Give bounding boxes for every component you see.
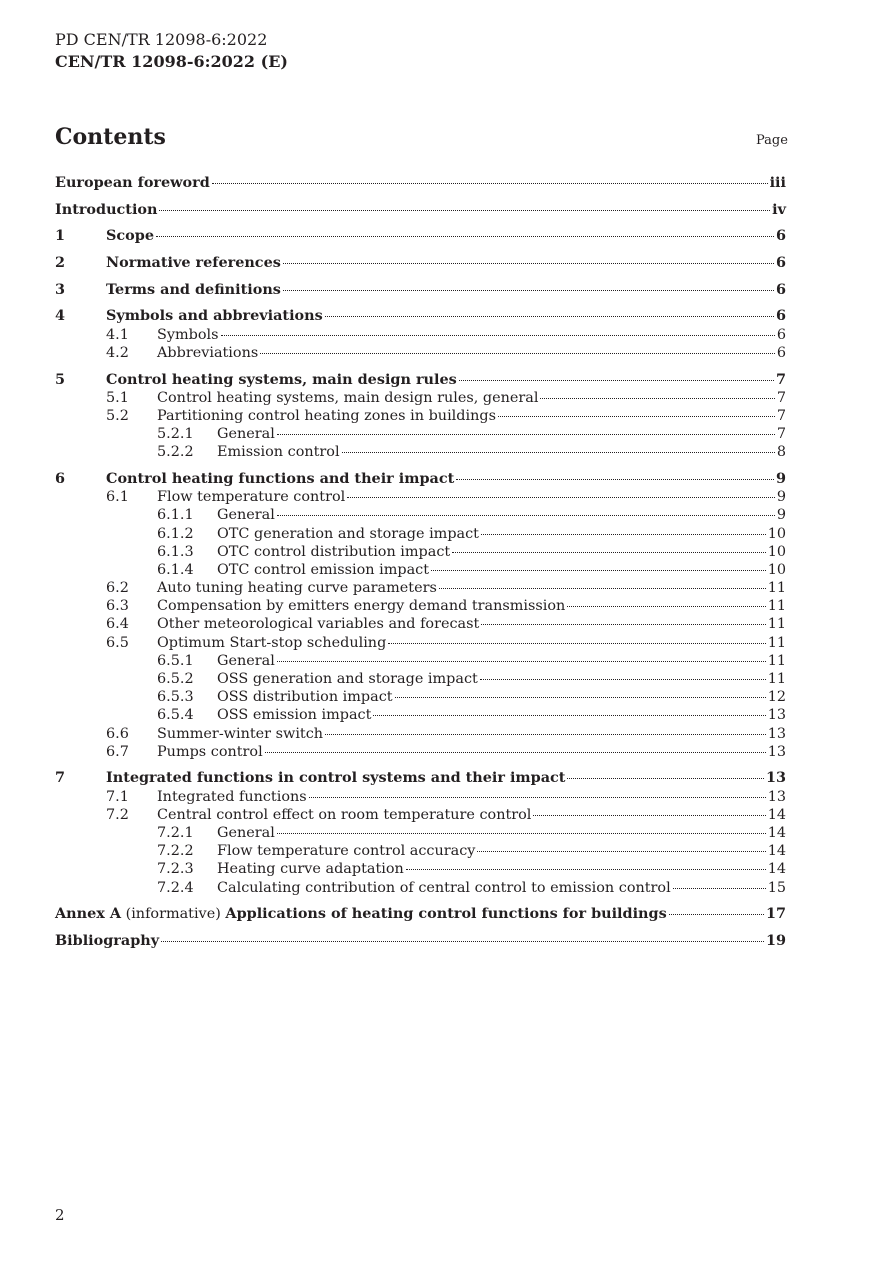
toc-entry-page: 13	[767, 707, 786, 724]
toc-entry-page: 17	[765, 905, 786, 923]
toc-entry-page: 11	[767, 634, 786, 651]
toc-entry-number: 6.1.2	[157, 525, 194, 542]
leader-dots	[260, 353, 775, 354]
toc-entry-page: 6	[775, 307, 786, 325]
toc-entry-number: 6.4	[106, 616, 129, 633]
toc-entry-page: 8	[776, 444, 786, 461]
document-id-english: CEN/TR 12098-6:2022 (E)	[55, 52, 288, 71]
toc-entry-page: 15	[767, 879, 786, 896]
toc-entry-7-2-4[interactable]	[55, 879, 786, 897]
toc-entry-bibliography[interactable]	[55, 932, 786, 950]
leader-dots	[212, 183, 768, 184]
leader-dots	[480, 679, 766, 680]
toc-entry-7-1[interactable]	[55, 788, 786, 806]
leader-dots	[673, 888, 766, 889]
toc-entry-6-2[interactable]	[55, 579, 786, 597]
toc-entry-6-1-2[interactable]	[55, 525, 786, 543]
leader-dots	[221, 335, 775, 336]
toc-entry-title: Summer-winter switch	[157, 725, 324, 742]
toc-entry-page: 13	[765, 769, 786, 787]
leader-dots	[498, 416, 775, 417]
toc-entry-6-5-3[interactable]	[55, 688, 786, 706]
page-number: 2	[55, 1206, 65, 1224]
toc-entry-introduction[interactable]	[55, 201, 786, 219]
toc-entry-title	[55, 905, 667, 923]
leader-dots	[456, 479, 774, 480]
toc-entry-title: OSS distribution impact	[217, 689, 393, 706]
leader-dots	[342, 452, 775, 453]
toc-entry-6-5[interactable]	[55, 634, 786, 652]
toc-entry-page: 11	[767, 616, 786, 633]
toc-entry-page: 9	[776, 507, 786, 524]
toc-entry-title: Control heating functions and their impact	[106, 469, 455, 487]
leader-dots	[325, 316, 774, 317]
toc-entry-1[interactable]	[55, 227, 786, 245]
toc-entry-title: Flow temperature control accuracy	[217, 843, 476, 860]
toc-entry-number: 7	[55, 769, 66, 787]
toc-entry-7-2-2[interactable]	[55, 842, 786, 860]
toc-entry-6-1-1[interactable]	[55, 506, 786, 524]
table-of-contents	[55, 174, 786, 950]
toc-entry-page: 9	[776, 489, 786, 506]
toc-entry-3[interactable]	[55, 281, 786, 299]
toc-entry-number: 5.2	[106, 407, 129, 424]
toc-entry-5-2[interactable]	[55, 407, 786, 425]
toc-entry-number: 7.2	[106, 806, 129, 823]
toc-entry-number: 6.5.3	[157, 689, 194, 706]
toc-entry-page: 7	[776, 407, 786, 424]
leader-dots	[277, 661, 766, 662]
leader-dots	[277, 515, 775, 516]
toc-entry-title: OTC control emission impact	[217, 561, 430, 578]
toc-entry-page: 11	[767, 671, 786, 687]
toc-entry-page: 13	[767, 788, 786, 805]
leader-dots	[283, 290, 774, 291]
leader-dots	[459, 380, 774, 381]
toc-entry-title: Optimum Start-stop scheduling	[157, 634, 387, 651]
leader-dots	[481, 534, 766, 535]
toc-entry-title: Flow temperature control	[157, 489, 346, 506]
toc-entry-title: OSS emission impact	[217, 707, 372, 724]
leader-dots	[325, 734, 766, 735]
toc-entry-page: 11	[767, 598, 786, 615]
toc-entry-number: 7.2.1	[157, 825, 194, 841]
toc-entry-4-1[interactable]	[55, 326, 786, 344]
toc-entry-6-5-1[interactable]	[55, 652, 786, 670]
leader-dots	[159, 210, 770, 211]
leader-dots	[395, 697, 766, 698]
leader-dots	[347, 497, 775, 498]
leader-dots	[567, 606, 765, 607]
toc-entry-number: 6.1.4	[157, 561, 194, 578]
toc-entry-number: 6.1.3	[157, 543, 194, 560]
toc-entry-number: 1	[55, 227, 66, 245]
toc-entry-title: General	[217, 507, 275, 524]
toc-entry-title: General	[217, 652, 275, 669]
toc-entry-title: Terms and definitions	[106, 280, 281, 298]
toc-entry-title: Compensation by emitters energy demand transmission	[157, 598, 566, 615]
toc-entry-page: 10	[767, 561, 786, 578]
toc-entry-4-2[interactable]	[55, 344, 786, 362]
toc-entry-number: 4	[55, 307, 66, 325]
toc-entry-number: 6.1.1	[157, 507, 194, 524]
toc-entry-page: 9	[775, 469, 786, 487]
leader-dots	[283, 263, 774, 264]
toc-entry-page: 14	[767, 843, 786, 860]
toc-entry-page: 6	[775, 280, 786, 298]
leader-dots	[373, 715, 765, 716]
toc-entry-6-1[interactable]	[55, 488, 786, 506]
toc-entry-4[interactable]	[55, 307, 786, 325]
toc-entry-6-6[interactable]	[55, 725, 786, 743]
leader-dots	[277, 833, 766, 834]
toc-entry-page: 7	[776, 426, 786, 443]
toc-entry-page: iv	[772, 200, 786, 218]
contents-heading: Contents	[55, 124, 166, 150]
toc-entry-6-1-4[interactable]	[55, 561, 786, 579]
leader-dots	[439, 588, 766, 589]
toc-entry-title: Auto tuning heating curve parameters	[157, 580, 437, 597]
toc-entry-title: Central control effect on room temperature control	[157, 806, 532, 823]
toc-entry-6[interactable]	[55, 470, 786, 488]
toc-entry-number: 7.1	[106, 788, 129, 805]
toc-entry-number: 7.2.4	[157, 879, 194, 896]
annex-title: Applications of heating control functions for buildings	[225, 905, 667, 923]
toc-entry-page: 11	[767, 580, 786, 597]
leader-dots	[406, 869, 766, 870]
toc-entry-title: Introduction	[55, 200, 158, 218]
toc-entry-title: Partitioning control heating zones in buildings	[157, 407, 496, 424]
toc-entry-title: Calculating contribution of central control to emission control	[217, 879, 671, 896]
toc-entry-title: Pumps control	[157, 743, 263, 760]
toc-entry-page: 10	[767, 525, 786, 542]
toc-entry-page: 12	[767, 689, 786, 706]
toc-entry-title: Heating curve adaptation	[217, 861, 404, 878]
toc-entry-number: 5.2.2	[157, 444, 194, 461]
leader-dots	[533, 815, 765, 816]
leader-dots	[477, 851, 765, 852]
toc-entry-title: European foreword	[55, 174, 210, 191]
leader-dots	[161, 941, 764, 942]
toc-entry-page: 6	[775, 254, 786, 272]
toc-entry-page: iii	[769, 174, 786, 191]
toc-entry-annex-a[interactable]	[55, 905, 786, 923]
toc-entry-title: Symbols	[157, 326, 219, 343]
toc-entry-number: 6.2	[106, 580, 129, 597]
leader-dots	[265, 752, 766, 753]
toc-entry-title: General	[217, 825, 275, 841]
leader-dots	[540, 398, 774, 399]
toc-entry-title: Bibliography	[55, 931, 160, 949]
toc-entry-number: 6.1	[106, 489, 129, 506]
toc-entry-number: 3	[55, 280, 66, 298]
toc-entry-title: Other meteorological variables and forecast	[157, 616, 480, 633]
toc-entry-page: 14	[767, 861, 786, 878]
toc-entry-page: 13	[767, 743, 786, 760]
toc-entry-page: 6	[775, 227, 786, 245]
toc-entry-title: Abbreviations	[157, 344, 259, 361]
leader-dots	[277, 434, 775, 435]
toc-entry-page: 6	[776, 344, 786, 361]
toc-entry-page: 13	[767, 725, 786, 742]
toc-entry-title: General	[217, 426, 275, 443]
leader-dots	[452, 552, 765, 553]
toc-entry-page: 7	[775, 370, 786, 388]
toc-entry-page: 14	[767, 825, 786, 841]
toc-entry-6-4[interactable]	[55, 615, 786, 633]
toc-entry-title: OTC generation and storage impact	[217, 525, 479, 542]
toc-entry-page: 19	[765, 931, 786, 949]
toc-entry-page: 6	[776, 326, 786, 343]
toc-entry-number: 5	[55, 370, 66, 388]
toc-entry-number: 2	[55, 254, 66, 272]
toc-entry-title: Emission control	[217, 444, 340, 461]
leader-dots	[567, 778, 764, 779]
leader-dots	[156, 236, 774, 237]
toc-entry-title: OSS generation and storage impact	[217, 671, 478, 687]
toc-entry-7-2-1[interactable]	[55, 824, 786, 842]
toc-entry-page: 7	[776, 389, 786, 406]
toc-entry-page: 11	[767, 652, 786, 669]
toc-entry-5-1[interactable]	[55, 389, 786, 407]
toc-entry-7-2-3[interactable]	[55, 860, 786, 878]
toc-entry-number: 5.2.1	[157, 426, 194, 443]
toc-entry-5-2-2[interactable]	[55, 443, 786, 461]
toc-entry-title: Integrated functions in control systems and their impact	[106, 769, 566, 787]
toc-entry-title: Normative references	[106, 254, 281, 272]
toc-entry-6-7[interactable]	[55, 743, 786, 761]
toc-entry-number: 4.1	[106, 326, 129, 343]
leader-dots	[669, 914, 764, 915]
toc-entry-5-2-1[interactable]	[55, 425, 786, 443]
page-column-label: Page	[756, 133, 788, 148]
annex-type: (informative)	[125, 906, 221, 923]
toc-entry-title: Integrated functions	[157, 788, 307, 805]
toc-entry-2[interactable]	[55, 254, 786, 272]
toc-entry-number: 6.7	[106, 743, 129, 760]
toc-entry-number: 6.5.4	[157, 707, 194, 724]
document-id: PD CEN/TR 12098-6:2022	[55, 30, 268, 49]
toc-entry-7-2[interactable]	[55, 806, 786, 824]
annex-label: Annex A	[55, 905, 122, 923]
toc-entry-7[interactable]	[55, 769, 786, 787]
toc-entry-foreword[interactable]	[55, 174, 786, 192]
leader-dots	[431, 570, 766, 571]
toc-entry-6-1-3[interactable]	[55, 543, 786, 561]
toc-entry-number: 5.1	[106, 389, 129, 406]
toc-entry-6-5-4[interactable]	[55, 706, 786, 724]
toc-entry-number: 6.5.1	[157, 652, 194, 669]
toc-entry-number: 6	[55, 469, 66, 487]
toc-entry-title: Control heating systems, main design rules	[106, 370, 457, 388]
leader-dots	[309, 797, 766, 798]
toc-entry-title: Symbols and abbreviations	[106, 307, 323, 325]
toc-entry-6-5-2[interactable]	[55, 670, 786, 688]
toc-entry-6-3[interactable]	[55, 597, 786, 615]
toc-entry-number: 7.2.2	[157, 843, 194, 860]
toc-entry-number: 6.3	[106, 598, 129, 615]
toc-entry-title: OTC control distribution impact	[217, 543, 451, 560]
toc-entry-number: 6.6	[106, 725, 129, 742]
toc-entry-page: 14	[767, 806, 786, 823]
leader-dots	[388, 643, 765, 644]
toc-entry-title: Control heating systems, main design rules, general	[157, 389, 539, 406]
toc-entry-number: 4.2	[106, 344, 129, 361]
toc-entry-number: 6.5.2	[157, 671, 194, 687]
toc-entry-number: 7.2.3	[157, 861, 194, 878]
toc-entry-5[interactable]	[55, 371, 786, 389]
toc-entry-number: 6.5	[106, 634, 129, 651]
toc-entry-page: 10	[767, 543, 786, 560]
toc-entry-title: Scope	[106, 227, 154, 245]
leader-dots	[481, 624, 765, 625]
